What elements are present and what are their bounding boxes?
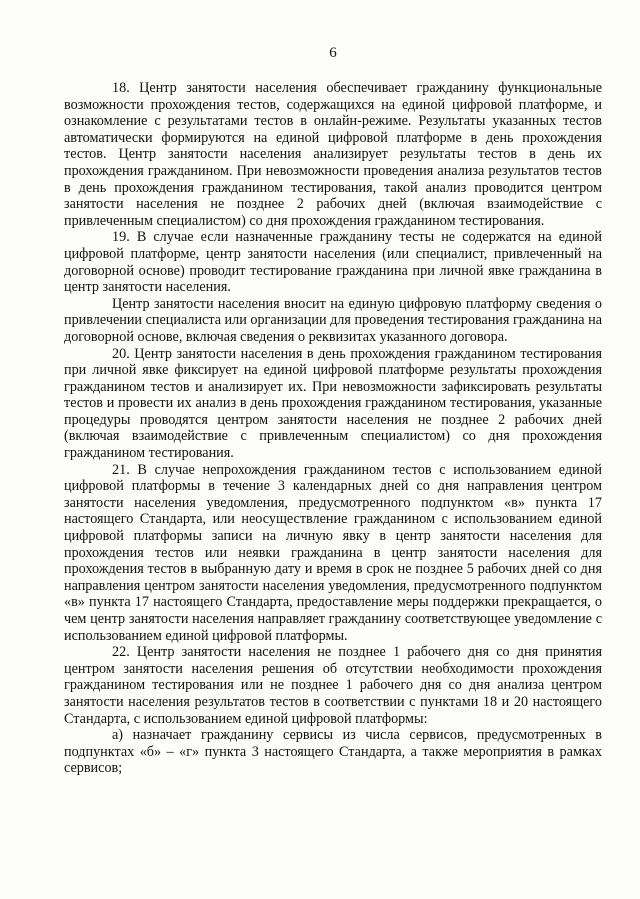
document-body xyxy=(64,80,602,777)
page-number: 6 xyxy=(329,45,337,61)
paragraph-19: 19. В случае если назначенные гражданину тесты не содержатся на единой цифровой платформе, центр занятости населения (или специалист, привлеченный на договорной основе) проводит тестирование гражданина при личной явке гражданина в центр занятости населения. xyxy=(64,229,602,296)
paragraph-22: 22. Центр занятости населения не позднее 1 рабочего дня со дня принятия центром занятости населения решения об отсутствии необходимости прохождения гражданином тестирования или не позднее 1 рабочего дня со дня анализа центром занятости населения результатов тестов в соответствии с пунктами 18 и 20 настоящего Стандарта, с использованием единой цифровой платформы: xyxy=(64,644,602,727)
paragraph-18: 18. Центр занятости населения обеспечивает гражданину функциональные возможности прохождения тестов, содержащихся на единой цифровой платформе, и ознакомление с результатами тестов в онлайн-режиме. Результаты указанных тестов автоматически формируются на единой цифровой платформе в день прохождения тестов. Центр занятости населения анализирует результаты тестов в день их прохождения гражданином. При невозможности проведения анализа результатов тестов в день прохождения гражданином тестирования, такой анализ проводится центром занятости населения не позднее 2 рабочих дней (включая взаимодействие с привлеченным специалистом) со дня прохождения гражданином тестирования. xyxy=(64,80,602,229)
paragraph-22-item-a: а) назначает гражданину сервисы из числа сервисов, предусмотренных в подпунктах «б» – «г» пункта 3 настоящего Стандарта, а также мероприятия в рамках сервисов; xyxy=(64,727,602,777)
paragraph-19-continued: Центр занятости населения вносит на единую цифровую платформу сведения о привлечении специалиста или организации для проведения тестирования гражданина на договорной основе, включая сведения о реквизитах указанного договора. xyxy=(64,295,602,345)
paragraph-21: 21. В случае непрохождения гражданином тестов с использованием единой цифровой платформы в течение 3 календарных дней со дня направления центром занятости населения уведомления, предусмотренного подпунктом «в» пункта 17 настоящего Стандарта, или неосуществление гражданином с использованием единой цифровой платформы записи на личную явку в центр занятости населения для прохождения тестов или неявки гражданина в центр занятости населения для прохождения тестов в выбранную дату и время в срок не позднее 5 рабочих дней со дня направления центром занятости населения уведомления, предусмотренного подпунктом «в» пункта 17 настоящего Стандарта, предоставление меры поддержки прекращается, о чем центр занятости населения направляет гражданину соответствующее уведомление с использованием единой цифровой платформы. xyxy=(64,461,602,644)
paragraph-20: 20. Центр занятости населения в день прохождения гражданином тестирования при личной явке фиксирует на единой цифровой платформе результаты прохождения гражданином тестов и анализирует их. При невозможности зафиксировать результаты тестов и провести их анализ в день прохождения гражданином тестирования, указанные процедуры проводятся центром занятости населения не позднее 2 рабочих дней (включая взаимодействие с привлеченным специалистом) со дня прохождения гражданином тестирования. xyxy=(64,345,602,462)
